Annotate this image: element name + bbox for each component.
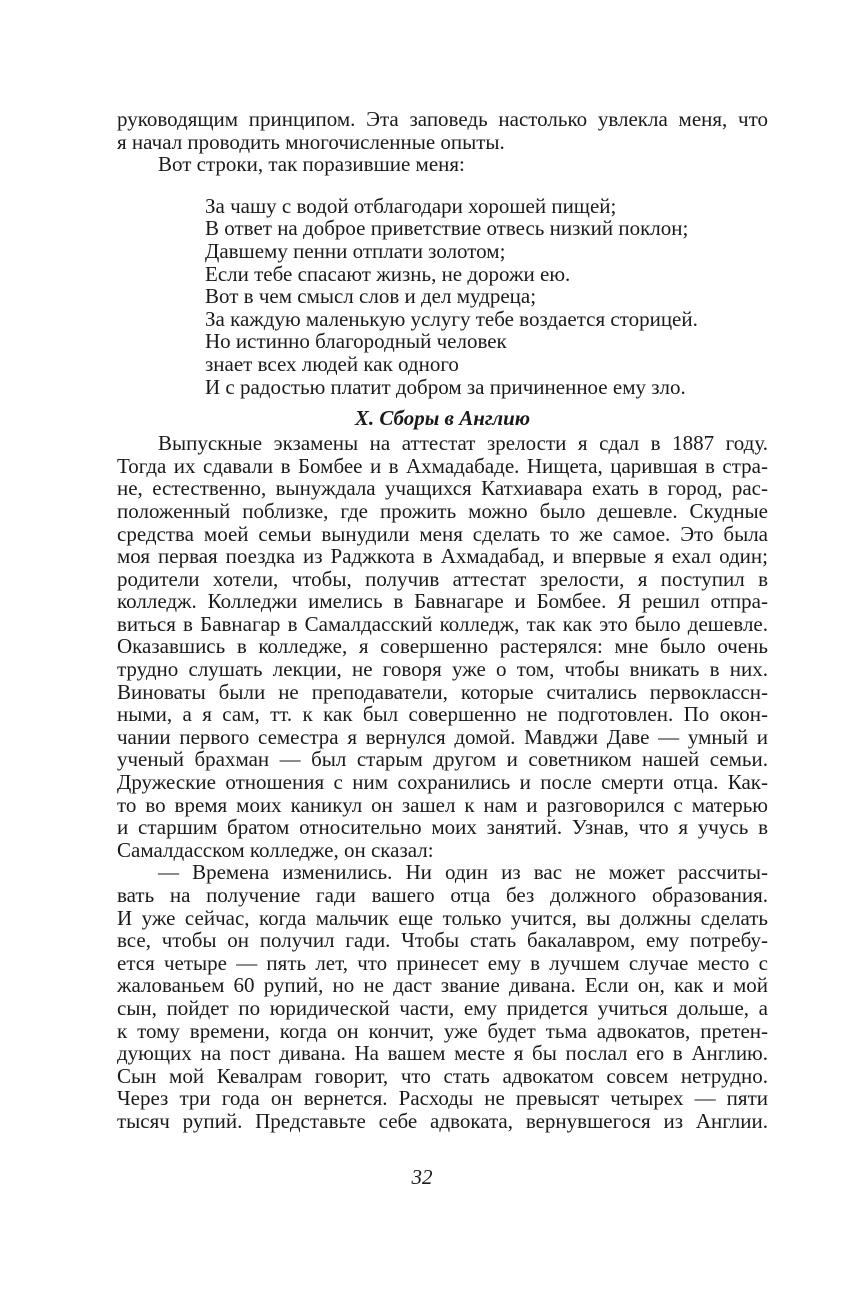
- page-number: 32: [411, 1165, 433, 1189]
- text-line: положенный поблизке, где прожить можно было дешевле. Скудные: [117, 498, 768, 523]
- text-line: я начал проводить многочисленные опыты.: [117, 129, 505, 154]
- text-line: виться в Бавнагар в Самалдасский колледж, так как это было дешевле.: [117, 611, 768, 636]
- text-line: чании первого семестра я вернулся домой. Мавджи Даве — умный и: [117, 724, 768, 749]
- intro-paragraph: [117, 108, 768, 176]
- text-line: и старшим братом относительно моих занятий. Узнав, что я учусь в: [117, 815, 768, 840]
- poem-line: В ответ на доброе приветствие отвесь низкий поклон;: [205, 216, 689, 241]
- text-line: сын, пойдет по юридической части, ему придется учиться дольше, а: [117, 995, 768, 1020]
- text-line: ется четыре — пять лет, что принесет ему в лучшем случае место с: [117, 950, 768, 975]
- paragraph-1: [117, 432, 768, 861]
- poem-intro: Вот строки, так поразившие меня:: [158, 152, 465, 177]
- text-line: Дружеские отношения с ним сохранились и после смерти отца. Как-: [117, 770, 768, 795]
- text-line: колледж. Колледжи имелись в Бавнагаре и Бомбее. Я решил отпра-: [117, 589, 768, 614]
- text-line: к тому времени, когда он кончит, уже будет тьма адвокатов, претен-: [117, 1018, 768, 1043]
- text-line: средства моей семьи вынудили меня сделать то же самое. Это была: [117, 521, 768, 546]
- text-line: — Времена изменились. Ни один из вас не может рассчиты-: [158, 860, 768, 885]
- text-line: трудно слушать лекции, не говоря уже о том, чтобы вникать в них.: [117, 657, 768, 682]
- text-line: Через три года он вернется. Расходы не превысят четырех — пяти: [117, 1086, 768, 1111]
- text-line: то во время моих каникул он зашел к нам и разговорился с матерью: [117, 792, 768, 817]
- poem-line: И с радостью платит добром за причиненное ему зло.: [205, 374, 686, 399]
- section-heading: X. Сборы в Англию: [354, 406, 531, 431]
- text-line: Оказавшись в колледже, я совершенно растерялся: мне было очень: [117, 634, 768, 659]
- text-line: дующих на пост дивана. На вашем месте я бы послал его в Англию.: [117, 1041, 768, 1066]
- poem-line: Но истинно благородный человек: [205, 329, 507, 354]
- text-line: Виноваты были не преподаватели, которые считались первоклассн-: [117, 679, 768, 704]
- text-line: Сын мой Кевалрам говорит, что стать адвокатом совсем нетрудно.: [117, 1063, 768, 1088]
- text-line: все, чтобы он получил гади. Чтобы стать бакалавром, ему потребу-: [117, 928, 768, 953]
- poem-line: знает всех людей как одного: [205, 351, 459, 376]
- text-line: И уже сейчас, когда мальчик еще только учится, вы должны сделать: [117, 905, 768, 930]
- text-line: Самалдасском колледже, он сказал:: [117, 837, 434, 862]
- text-line: жалованьем 60 рупий, но не даст звание дивана. Если он, как и мой: [117, 973, 768, 998]
- text-line: ными, а я сам, тт. к как был совершенно не подготовлен. По окон-: [117, 702, 768, 727]
- text-line: Тогда их сдавали в Бомбее и в Ахмадабаде. Нищета, царившая в стра-: [117, 453, 768, 478]
- text-line: не, естественно, вынуждала учащихся Катхиавара ехать в город, рас-: [117, 476, 768, 501]
- paragraph-2: [117, 861, 768, 1132]
- poem-line: Давшему пенни отплати золотом;: [205, 238, 506, 263]
- poem: [205, 195, 768, 398]
- text-line: тысяч рупий. Представьте себе адвоката, вернувшегося из Англии.: [117, 1108, 768, 1133]
- poem-line: За каждую маленькую услугу тебе воздается сторицей.: [205, 306, 698, 331]
- poem-line: Вот в чем смысл слов и дел мудреца;: [205, 284, 537, 309]
- text-line: Выпускные экзамены на аттестат зрелости я сдал в 1887 году.: [158, 431, 768, 456]
- poem-line: За чашу с водой отблагодари хорошей пищей;: [205, 193, 617, 218]
- page-content: [117, 108, 768, 1133]
- text-line: руководящим принципом. Эта заповедь настолько увлекла меня, что: [117, 107, 768, 131]
- text-line: моя первая поездка из Раджкота в Ахмадабад, и впервые я ехал один;: [117, 544, 768, 569]
- text-line: ученый брахман — был старым другом и советником нашей семьи.: [117, 747, 768, 772]
- text-line: родители хотели, чтобы, получив аттестат зрелости, я поступил в: [117, 566, 768, 591]
- text-line: вать на получение гади вашего отца без должного образования.: [117, 883, 768, 907]
- poem-line: Если тебе спасают жизнь, не дорожи ею.: [205, 261, 571, 286]
